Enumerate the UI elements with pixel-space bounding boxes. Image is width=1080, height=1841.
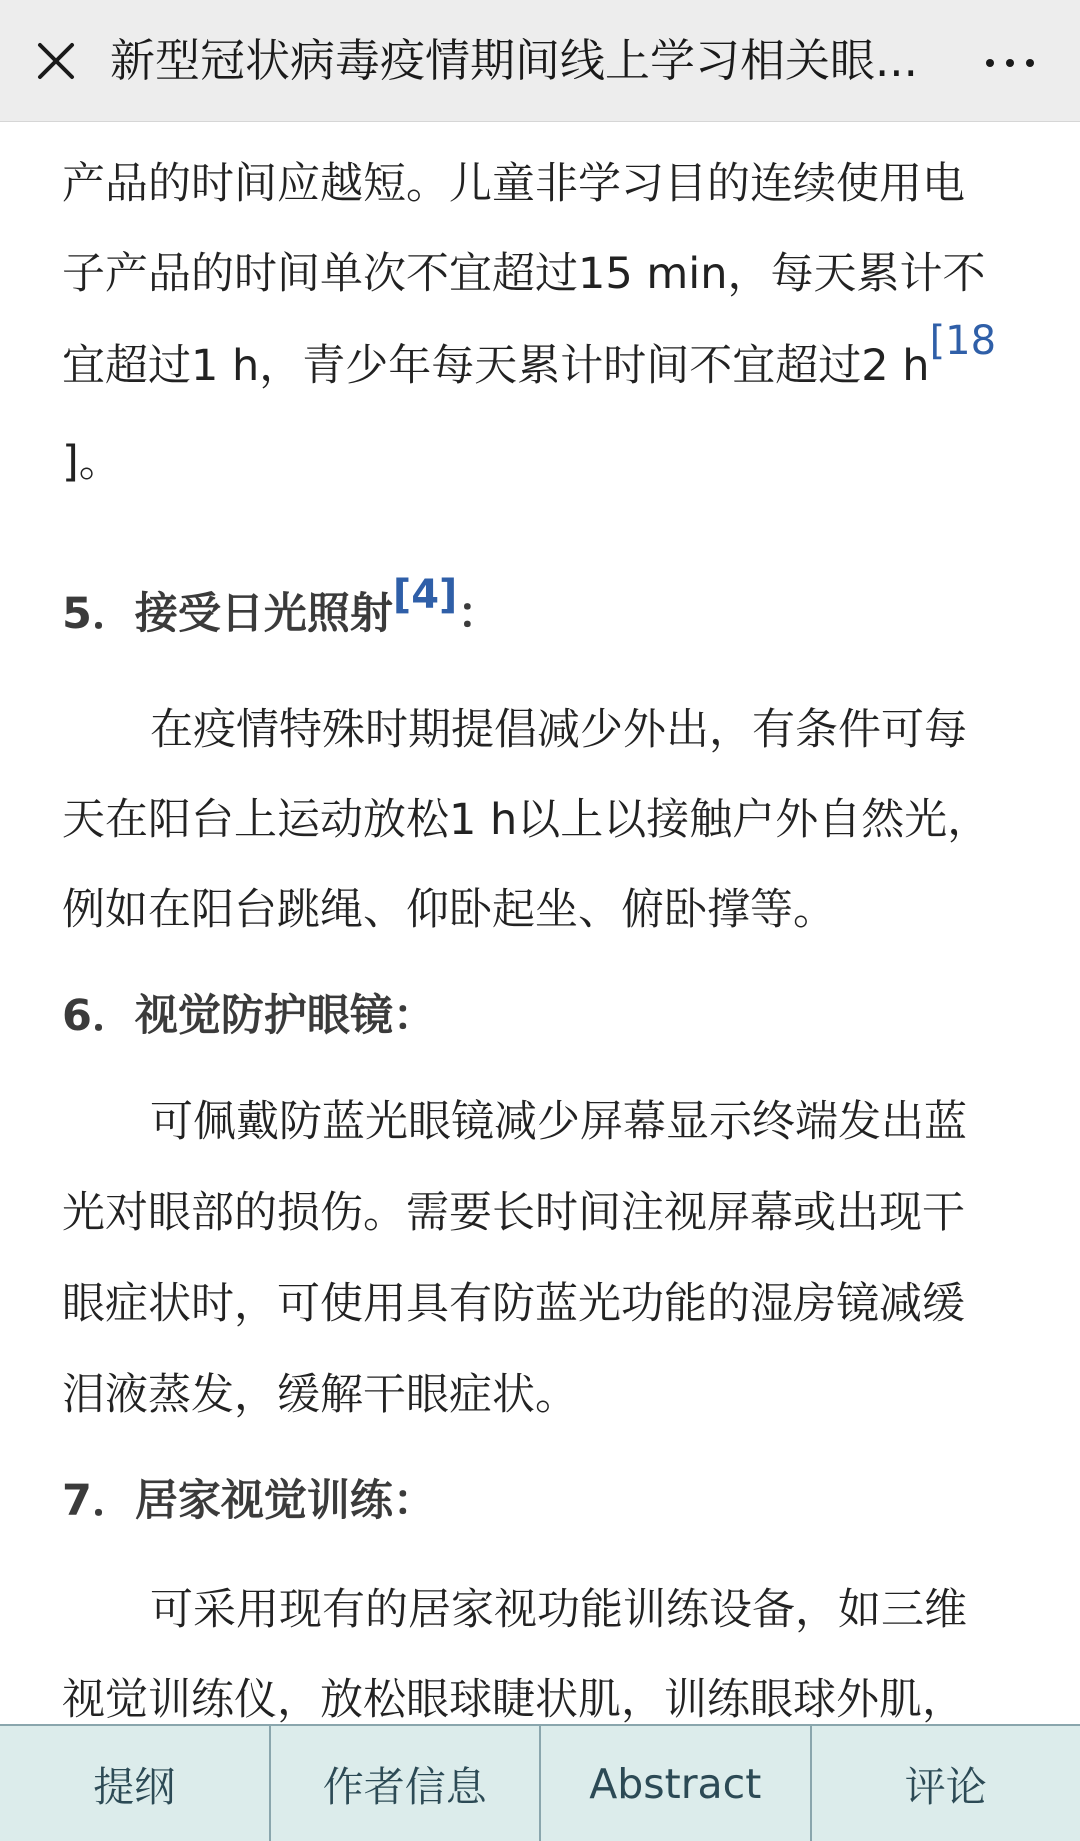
citation-link-4[interactable]: [4] xyxy=(392,572,458,618)
paragraph-line: 天在阳台上运动放松1 h以上以接触户外自然光， xyxy=(62,795,991,845)
paragraph-line: 眼症状时，可使用具有防蓝光功能的湿房镜减缓 xyxy=(62,1279,965,1329)
top-bar xyxy=(0,0,1080,122)
paragraph-line: 产品的时间应越短。儿童非学习目的连续使用电 xyxy=(62,159,965,209)
paragraph-line: ]。 xyxy=(62,437,122,487)
paragraph-line: 在疫情特殊时期提倡减少外出，有条件可每 xyxy=(150,705,967,755)
close-icon xyxy=(36,41,76,81)
more-button[interactable] xyxy=(970,26,1050,96)
citation-link-18[interactable]: [18 xyxy=(929,318,997,364)
paragraph-line: 可佩戴防蓝光眼镜减少屏幕显示终端发出蓝 xyxy=(150,1097,967,1147)
paragraph-line: 视觉训练仪，放松眼球睫状肌，训练眼球外肌， xyxy=(62,1675,965,1724)
article-content xyxy=(0,122,1080,1724)
more-icon xyxy=(980,52,1040,71)
heading-suffix: ： xyxy=(457,589,501,639)
page-title: 新型冠状病毒疫情期间线上学习相关眼... xyxy=(110,34,918,87)
paragraph-line: 子产品的时间单次不宜超过15 min，每天累计不 xyxy=(62,249,986,299)
paragraph-text: 宜超过1 h，青少年每天累计时间不宜超过2 h xyxy=(62,341,930,391)
tab-abstract[interactable]: Abstract xyxy=(541,1726,812,1841)
paragraph-line: 泪液蒸发，缓解干眼症状。 xyxy=(62,1370,578,1420)
heading-text: 5．接受日光照射 xyxy=(62,589,393,639)
section-heading-7: 7．居家视觉训练： xyxy=(62,1476,436,1526)
tab-author-info[interactable]: 作者信息 xyxy=(271,1726,542,1841)
paragraph-line: 可采用现有的居家视功能训练设备，如三维 xyxy=(150,1585,967,1635)
paragraph-line: 例如在阳台跳绳、仰卧起坐、俯卧撑等。 xyxy=(62,885,836,935)
paragraph-line xyxy=(62,318,997,393)
close-button[interactable] xyxy=(26,26,86,96)
section-heading-6: 6．视觉防护眼镜： xyxy=(62,991,436,1041)
section-heading-5 xyxy=(62,572,501,641)
bottom-tab-bar xyxy=(0,1724,1080,1841)
tab-comments[interactable]: 评论 xyxy=(904,1763,987,1811)
paragraph-line: 光对眼部的损伤。需要长时间注视屏幕或出现干 xyxy=(62,1188,965,1238)
tab-outline[interactable]: 提纲 xyxy=(0,1726,271,1841)
